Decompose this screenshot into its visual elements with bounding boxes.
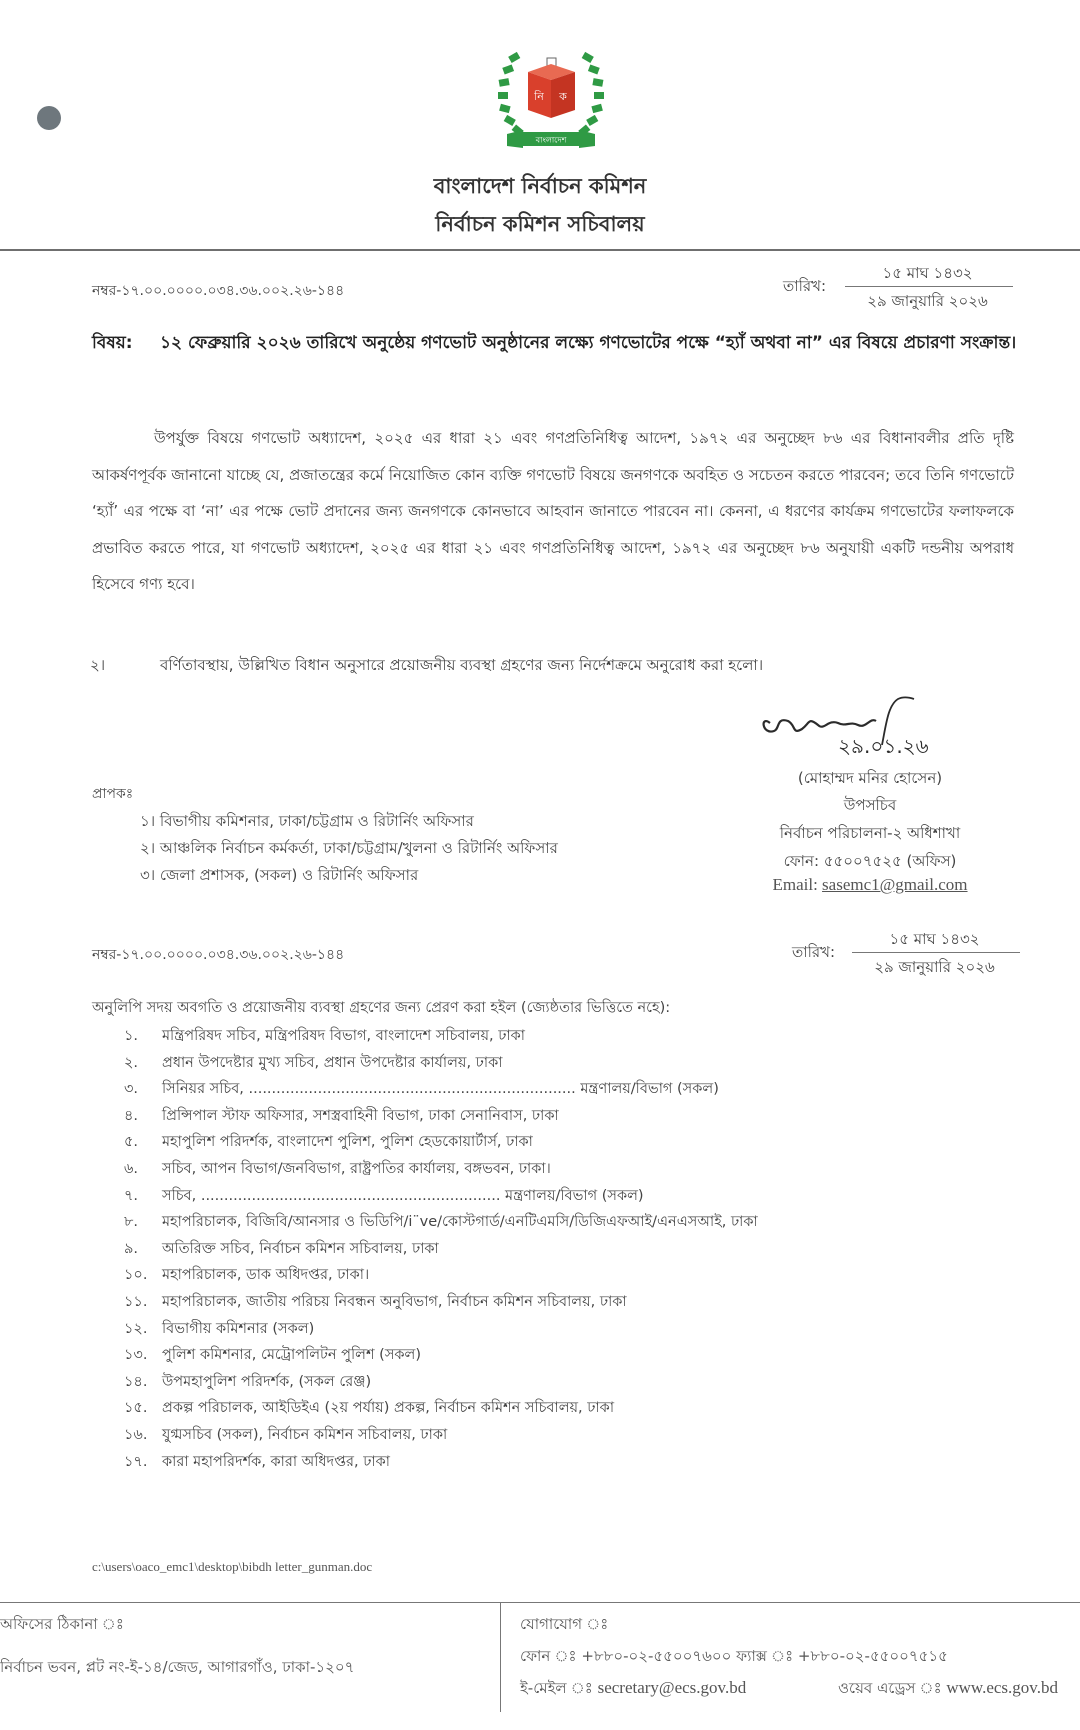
copy-item-number: ১৬. xyxy=(124,1427,148,1443)
copy-list-item xyxy=(124,1185,1024,1209)
copy-list xyxy=(124,1025,1024,1485)
copy-list-item xyxy=(124,1318,1024,1342)
copy-item-text: যুগ্মসচিব (সকল), নির্বাচন কমিশন সচিবালয়, ঢাকা xyxy=(162,1427,448,1443)
copy-item-text: পুলিশ কমিশনার, মেট্রোপলিটন পুলিশ (সকল) xyxy=(162,1347,422,1364)
copy-item-number: ১৩. xyxy=(124,1347,148,1364)
signatory-phone: ফোন: ৫৫০০৭৫২৫ (অফিস) xyxy=(783,852,957,870)
copy-item-number: ৪. xyxy=(124,1107,139,1124)
date-divider xyxy=(845,286,1013,287)
header-divider xyxy=(0,249,1080,251)
copy-list-item xyxy=(124,1344,1024,1368)
copy-item-number: ১২. xyxy=(124,1320,148,1337)
copy-item-number: ৫. xyxy=(124,1134,139,1151)
copy-list-item xyxy=(124,1371,1024,1395)
subject-text: ১২ ফেব্রুয়ারি ২০২৬ তারিখে অনুষ্ঠেয় গণভোট অনুষ্ঠানের লক্ষ্যে গণভোটের পক্ষে “হ্যাঁ অথবা না” এর বিষয়ে প্রচারণা সংক্রান্ত। xyxy=(160,333,1017,353)
copy-list-item xyxy=(124,1078,1024,1102)
recipient-item: ১। বিভাগীয় কমিশনার, ঢাকা/চট্টগ্রাম ও রিটার্নিং অফিসার xyxy=(140,812,474,830)
footer-web-line xyxy=(838,1677,1058,1702)
copy-item-text: প্রিন্সিপাল স্টাফ অফিসার, সশস্ত্রবাহিনী বিভাগ, ঢাকা সেনানিবাস, ঢাকা xyxy=(162,1107,559,1124)
copy-item-text: মহাপরিচালক, ডাক অধিদপ্তর, ঢাকা। xyxy=(162,1267,370,1284)
footer-column-divider xyxy=(500,1602,501,1712)
recipients-label: প্রাপকঃ xyxy=(92,786,134,802)
ballot-box-icon xyxy=(528,58,575,118)
signatory-branch: নির্বাচন পরিচালনা-২ অধিশাখা xyxy=(779,824,961,842)
wreath-right xyxy=(578,52,604,136)
copy-date-divider xyxy=(852,952,1020,953)
copy-list-item xyxy=(124,1105,1024,1129)
paragraph-2-number: ২। xyxy=(90,656,106,674)
signatory-designation: উপসচিব xyxy=(843,796,897,814)
footer-web-label: ওয়েব এড্রেস ঃ xyxy=(838,1679,942,1697)
recipient-item: ৩। জেলা প্রশাসক, (সকল) ও রিটার্নিং অফিসার xyxy=(140,866,419,884)
copy-item-number: ১৭. xyxy=(124,1453,148,1470)
copy-item-text: প্রধান উপদেষ্টার মুখ্য সচিব, প্রধান উপদেষ্টার কার্যালয়, ঢাকা xyxy=(162,1054,503,1071)
body-paragraph-1 xyxy=(92,420,1014,603)
org-name: বাংলাদেশ নির্বাচন কমিশন xyxy=(433,174,647,198)
copy-item-text: মন্ত্রিপরিষদ সচিব, মন্ত্রিপরিষদ বিভাগ, বাংলাদেশ সচিবালয়, ঢাকা xyxy=(162,1028,526,1044)
body-paragraph-2: বর্ণিতাবস্থায়, উল্লিখিত বিধান অনুসারে প্রয়োজনীয় ব্যবস্থা গ্রহণের জন্য নির্দেশক্রমে অনুরোধ করা হলো। xyxy=(160,656,764,674)
handwritten-signature xyxy=(700,695,1020,767)
footer-email-line xyxy=(520,1677,746,1702)
footer-email[interactable]: secretary@ecs.gov.bd xyxy=(597,1678,747,1697)
memo-number: নম্বর-১৭.০০.০০০০.০৩৪.৩৬.০০২.২৬-১৪৪ xyxy=(92,283,345,299)
copy-date-bangla: ১৫ মাঘ ১৪৩২ xyxy=(889,930,980,948)
copy-item-text: বিভাগীয় কমিশনার (সকল) xyxy=(162,1320,315,1337)
footer-divider xyxy=(0,1602,1080,1603)
copy-list-item xyxy=(124,1424,1024,1448)
copy-item-text: মহাপুলিশ পরিদর্শক, বাংলাদেশ পুলিশ, পুলিশ হেডকোয়ার্টার্স, ঢাকা xyxy=(162,1134,533,1151)
copy-item-number: ১০. xyxy=(124,1267,148,1284)
date-label: তারিখ: xyxy=(783,277,827,295)
copy-date-english: ২৯ জানুয়ারি ২০২৬ xyxy=(874,958,995,976)
copy-item-text: কারা মহাপরিদর্শক, কারা অধিদপ্তর, ঢাকা xyxy=(162,1453,390,1470)
copy-list-item xyxy=(124,1264,1024,1288)
logo-letter-left: নি xyxy=(534,90,544,103)
file-path: c:\users\oaco_emc1\desktop\bibdh letter_gunman.doc xyxy=(92,1559,373,1574)
footer-contact-label: যোগাযোগ ঃ xyxy=(520,1615,609,1633)
copy-memo-number: নম্বর-১৭.০০.০০০০.০৩৪.৩৬.০০২.২৬-১৪৪ xyxy=(92,947,345,963)
logo-letter-right: ক xyxy=(559,90,567,103)
copy-item-text: মহাপরিচালক, বিজিবি/আনসার ও ভিডিপি/i¨ve/কোস্টগার্ড/এনটিএমসি/ডিজিএফআই/এনএসআই, ঢাকা xyxy=(162,1214,758,1231)
email-label: Email: xyxy=(772,875,818,894)
signatory-email-line xyxy=(720,875,1020,895)
election-commission-logo xyxy=(495,48,607,160)
copy-item-number: ৩. xyxy=(124,1081,139,1098)
copy-item-number: ৮. xyxy=(124,1214,139,1231)
footer-email-label: ই-মেইল ঃ xyxy=(520,1679,593,1697)
subject-block xyxy=(92,328,1022,358)
copy-list-item xyxy=(124,1025,1024,1049)
copy-list-item xyxy=(124,1397,1024,1421)
copy-date-label: তারিখ: xyxy=(792,943,836,961)
copy-item-text: উপমহাপুলিশ পরিদর্শক, (সকল রেঞ্জ) xyxy=(162,1373,372,1390)
date-bangla: ১৫ মাঘ ১৪৩২ xyxy=(882,264,973,282)
copy-item-number: ১৪. xyxy=(124,1373,148,1390)
subject-label: বিষয়: xyxy=(92,333,133,353)
logo-ribbon xyxy=(507,130,595,148)
copy-item-text: সচিব, আপন বিভাগ/জনবিভাগ, রাষ্ট্রপতির কার্যালয়, বঙ্গভবন, ঢাকা। xyxy=(162,1161,551,1177)
copy-list-item xyxy=(124,1451,1024,1475)
logo-ribbon-text: বাংলাদেশ xyxy=(535,135,567,145)
signatory-name: (মোহাম্মদ মনির হোসেন) xyxy=(797,769,943,787)
copy-item-text: মহাপরিচালক, জাতীয় পরিচয় নিবন্ধন অনুবিভাগ, নির্বাচন কমিশন সচিবালয়, ঢাকা xyxy=(162,1294,627,1310)
copy-item-number: ২. xyxy=(124,1054,139,1071)
copy-item-number: ৯. xyxy=(124,1240,139,1257)
date-english: ২৯ জানুয়ারি ২০২৬ xyxy=(867,292,988,310)
copy-item-text: প্রকল্প পরিচালক, আইডিইএ (২য় পর্যায়) প্রকল্প, নির্বাচন কমিশন সচিবালয়, ঢাকা xyxy=(162,1400,615,1417)
copy-item-text: সচিব, ................................................................. মন্ত্রণালয়/বিভাগ (সকল) xyxy=(162,1187,644,1204)
copy-item-number: ১. xyxy=(124,1028,139,1044)
footer-web[interactable]: www.ecs.gov.bd xyxy=(946,1678,1058,1697)
copy-item-number: ১৫. xyxy=(124,1400,148,1417)
recipient-item: ২। আঞ্চলিক নির্বাচন কর্মকর্তা, ঢাকা/চট্টগ্রাম/খুলনা ও রিটার্নিং অফিসার xyxy=(140,839,558,857)
copy-list-item xyxy=(124,1238,1024,1262)
copy-item-number: ৬. xyxy=(124,1161,139,1177)
copy-item-text: অতিরিক্ত সচিব, নির্বাচন কমিশন সচিবালয়, ঢাকা xyxy=(162,1240,439,1257)
org-subname: নির্বাচন কমিশন সচিবালয় xyxy=(435,212,645,236)
punch-hole-mark xyxy=(37,106,61,130)
wreath-left xyxy=(498,52,524,136)
copy-item-number: ১১. xyxy=(124,1294,148,1310)
copy-intro: অনুলিপি সদয় অবগতি ও প্রয়োজনীয় ব্যবস্থা গ্রহণের জন্য প্রেরণ করা হইল (জ্যেষ্ঠতার ভিত্তিতে নহে): xyxy=(92,1000,671,1016)
copy-list-item xyxy=(124,1291,1024,1315)
signature-date: ২৯.০১.২৬ xyxy=(838,734,929,758)
footer-phone-fax: ফোন ঃ +৮৮০-০২-৫৫০০৭৬০০ ফ্যাক্স ঃ +৮৮০-০২-৫৫০০৭৫১৫ xyxy=(520,1647,948,1665)
signatory-email-link[interactable]: sasemc1@gmail.com xyxy=(822,875,968,894)
copy-list-item xyxy=(124,1131,1024,1155)
copy-list-item xyxy=(124,1052,1024,1076)
footer-address: নির্বাচন ভবন, প্লট নং-ই-১৪/জেড, আগারগাঁও, ঢাকা-১২০৭ xyxy=(0,1658,355,1676)
body-paragraph-1-text: উপর্যুক্ত বিষয়ে গণভোট অধ্যাদেশ, ২০২৫ এর ধারা ২১ এবং গণপ্রতিনিধিত্ব আদেশ, ১৯৭২ এর অনুচ্ছেদ ৮৬ এর বিধানাবলীর প্রতি দৃষ্টি আকর্ষণপূর্বক জানানো যাচ্ছে যে, প্রজাতন্ত্রের কর্মে নিয়োজিত কোন ব্যক্তি গণভোট বিষয়ে জনগণকে অবহিত ও সচেতন করতে পারবেন; তবে তিনি গণভোটে ‘হ্যাঁ’ এর পক্ষে বা ‘না’ এর পক্ষে ভোট প্রদানের জন্য জনগণকে কোনভাবে আহবান জানাতে পারবেন না। কেননা, এ ধরণের কার্যক্রম গণভোটের ফলাফলকে প্রভাবিত করতে পারে, যা গণভোট অধ্যাদেশ, ২০২৫ এর ধারা ২১ এবং গণপ্রতিনিধিত্ব আদেশ, ১৯৭২ এর অনুচ্ছেদ ৮৬ অনুযায়ী একটি দন্ডনীয় অপরাধ হিসেবে গণ্য হবে। xyxy=(92,429,1014,593)
copy-item-number: ৭. xyxy=(124,1187,139,1204)
footer-address-label: অফিসের ঠিকানা ঃ xyxy=(0,1615,124,1633)
copy-list-item xyxy=(124,1211,1024,1235)
copy-list-item xyxy=(124,1158,1024,1182)
copy-item-text: সিনিয়র সচিব, ....................................................................... মন্ত্রণালয়/বিভাগ (সকল) xyxy=(162,1081,719,1098)
